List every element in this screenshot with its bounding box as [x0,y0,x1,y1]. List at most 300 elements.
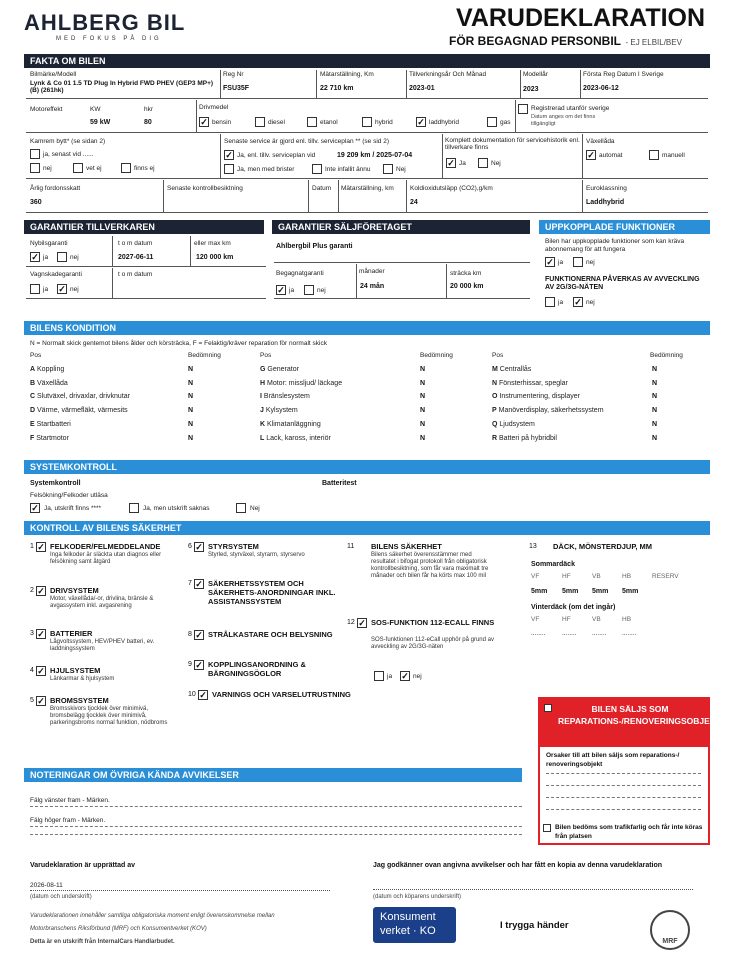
kamrem-finnsej-label: finns ej [134,165,155,172]
safety-item-checkbox[interactable]: ✓ [37,542,45,552]
doc-label: Komplett dokumentation för servicehistorik enl. tillverkare finns [445,137,580,151]
condition-text: Fönsterhissar, speglar [499,379,568,387]
fuel-label: Drivmedel [199,104,229,111]
condition-letter: A [30,366,36,373]
system-opt3-checkbox[interactable] [236,503,246,513]
safety-item-title: HJULSYSTEM [50,666,101,675]
condition-letter: E [30,420,35,428]
safety-item-desc: SOS-funktionen 112-eCall upphör på grund av avveckling av 2G/3G-näten [371,637,494,650]
rust-label: Vagnskadegaranti [30,271,82,278]
condition-rating: N [652,393,658,401]
mfg-value: 2023-01 [409,85,435,92]
service-value: 19 209 km / 2025-07-04 [337,152,413,159]
sos-nej-checkbox[interactable]: ✓ [401,671,409,681]
condition-item [30,435,69,442]
system-opt1-label: Ja, utskrift finns **** [44,505,102,512]
condition-letter: H [260,379,266,387]
safety-item-title: FELKODER/FELMEDDELANDE [50,542,161,551]
service-nej-label: Nej [396,166,406,173]
condition-item [30,407,128,414]
bed-label-1: Bedömning [188,352,221,359]
condition-rating: N [420,393,426,401]
kw-label: KW [90,106,101,113]
pos-label-2: Pos [260,352,272,359]
kov-line-2: verket · KO [380,925,436,937]
condition-item [260,435,331,442]
euro-value: Laddhybrid [586,199,625,206]
safety-item-number: 3 [30,630,34,637]
condition-text: Generator [267,366,299,373]
connected-ja-checkbox[interactable]: ✓ [546,257,554,267]
condition-letter: P [492,407,497,415]
condition-item [260,366,299,373]
condition-rating: N [652,420,658,428]
safety-item-checkbox[interactable]: ✓ [37,629,45,639]
condition-rating: N [420,379,426,387]
tax-value: 360 [30,199,42,206]
safety-item-number: 4 [30,667,34,674]
rust-nej-label: nej [70,286,79,293]
safety-item-desc: Bromsskivors tjocklek över minimivä, bromsbelägg tjocklek över minimivå, parkeringsbroms normal funktion, nödbroms [50,706,168,726]
bed-label-3: Bedömning [650,352,683,359]
safety-item-desc: Lågvoltssystem, HEV/PHEV batteri, ev. laddningssystem [50,639,155,652]
condition-text: Värme, värmefläkt, värmesits [37,407,128,415]
system-opt3-label: Nej [250,505,260,512]
doc-ja-checkbox[interactable]: ✓ [447,158,455,168]
kw-value: 59 kW [90,119,111,126]
trygg-text: I trygga händer [500,920,569,931]
condition-rating: N [420,434,426,442]
doc-ja-label: Ja [459,160,466,167]
condition-rating: N [188,379,194,387]
winter-tyre-value: ........ [562,630,577,637]
new-warranty-label: Nybilsgaranti [30,240,68,247]
rust-nej-checkbox[interactable]: ✓ [58,284,66,294]
safety-item-checkbox[interactable]: ✓ [195,542,203,552]
kondition-legend: N = Normalt skick gentemot bilens ålder och körsträcka, F = Felaktig/kräver reparation för normalt skick [30,340,327,347]
system-sub2: Batteritest [322,480,357,487]
condition-rating: N [420,420,426,428]
condition-item [492,435,557,442]
new-date-value: 2027-06-11 [118,254,154,261]
safety-item-title: BATTERIER [50,629,93,638]
condition-rating: N [652,379,658,387]
subtitle-main: FÖR BEGAGNAD PERSONBIL [449,34,622,48]
service-ejinfallit-checkbox[interactable] [312,164,322,174]
prepared-by-label: Varudeklaration är upprättad av [30,862,136,869]
condition-text: Lack, kaross, interiör [266,434,331,442]
condition-letter: F [30,434,35,442]
summer-tyre-col: VB [592,573,601,580]
seller-warranty-name: Ahlbergbil Plus garanti [276,243,353,250]
condition-letter: B [30,379,36,387]
rust-tom-label: t o m datum [118,271,153,278]
condition-item [492,407,604,414]
condition-text: Centrallås [499,366,532,373]
condition-item [30,366,64,373]
notes-line-2: Fälg höger fram - Märken. [30,817,106,824]
condition-text: Klimatanläggning [267,420,321,428]
pos-label-3: Pos [492,352,504,359]
used-warranty-label: Begagnatgaranti [276,270,324,277]
safety-item-desc: Bilens säkerhet överensstämmer med resultatet i bifogat protokoll från obligatorisk kontrollbesiktning, som får vara maximalt tre månader och bilen får ha körts max 100 mil [371,552,489,579]
summer-tyre-value: 5mm [592,588,609,595]
summer-tyre-value: 5mm [622,588,639,595]
safety-item-number: 9 [188,661,192,668]
condition-text: Bränslesystem [263,393,310,401]
rust-ja-checkbox[interactable] [30,284,40,294]
condition-item [260,393,310,400]
condition-letter: G [260,366,266,373]
2g3g-nej-label: nej [586,299,595,306]
safety-item-checkbox[interactable]: ✓ [195,579,203,589]
condition-rating: N [188,407,194,415]
2g3g-ja-checkbox[interactable] [545,297,555,307]
connected-nej-checkbox[interactable] [573,257,583,267]
system-heading: SYSTEMKONTROLL [24,460,710,474]
gear-label: Växellåda [586,138,615,145]
repair-checkbox[interactable] [544,704,552,712]
condition-item [492,380,568,387]
months-label: månader [359,268,385,275]
safety-item-checkbox[interactable]: ✓ [199,690,207,700]
used-ja-label: ja [289,287,295,294]
safety-item-checkbox[interactable]: ✓ [358,618,366,628]
odo2-label: Mätarställning, km [341,185,394,192]
safety-item-title: DÄCK, MÖNSTERDJUP, MM [553,542,653,551]
kamrem-nej-label: nej [43,165,52,172]
buyer-label: Jag godkänner ovan angivna avvikelser och har fått en kopia av denna varudeklaration [373,862,663,869]
condition-item [260,407,298,414]
subtitle-suffix: - EJ ELBIL/BEV [625,38,682,47]
repair-header [540,699,722,747]
condition-letter: K [260,420,266,428]
connected-q1: Bilen har uppkopplade funktioner som kan kräva abonnemang för att fungera [545,238,685,253]
fakta-heading: FAKTA OM BILEN [24,54,710,68]
kamrem-nej-checkbox[interactable] [30,163,40,173]
summer-tyre-value: 5mm [531,588,548,595]
prepared-date: 2026-08-11 [30,882,63,889]
condition-letter: O [492,393,498,401]
firstreg-value: 2023-06-12 [583,85,619,92]
model-label: Bilmärke/Modell [30,71,77,78]
kamrem-finnsej-checkbox[interactable] [121,163,131,173]
gear-manual-checkbox[interactable] [649,150,659,160]
kamrem-label: Kamrem bytt* (se sidan 2) [30,138,106,145]
safety-item-desc: Inga felkoder är släckta utan diagnos eller felsökning samt åtgärd [50,552,162,565]
dist-value: 20 000 km [450,283,484,290]
fuel-bensin-label: bensin [212,119,232,126]
new-nej-checkbox[interactable] [57,252,67,262]
logo-text: AHLBERG BIL [24,10,186,35]
safety-item-title: STRÅLKASTARE OCH BELYSNING [208,630,333,639]
safety-item-checkbox[interactable]: ✓ [37,586,45,596]
safety-heading: KONTROLL AV BILENS SÄKERHET [24,521,710,535]
condition-letter: D [30,407,36,415]
service-brister-label: Ja, men med brister [237,166,295,173]
unsafe-checkbox[interactable] [543,824,551,832]
inspection-label: Senaste kontrollbesiktning [167,185,243,192]
doc-nej-label: Nej [491,160,501,167]
gear-auto-checkbox[interactable]: ✓ [587,150,595,160]
summer-tyre-col: HB [622,573,632,580]
service-label: Senaste service är gjord enl. tillv. serviceplan ** (se sid 2) [224,138,389,145]
euro-label: Euroklassning [586,185,627,192]
used-nej-label: nej [317,287,326,294]
new-ja-label: ja [43,254,49,261]
garanti-tillv-heading: GARANTIER TILLVERKAREN [24,220,264,234]
safety-item-title: BROMSSYSTEM [50,696,109,705]
used-ja-checkbox[interactable]: ✓ [277,285,285,295]
notes-heading: NOTERINGAR OM ÖVRIGA KÄNDA AVVIKELSER [24,768,522,782]
connected-nej-label: nej [586,259,595,266]
condition-rating: N [420,366,426,373]
date-label: Datum [312,185,332,192]
condition-letter: C [30,393,36,401]
winter-label: Vinterdäck (om det ingår) [531,604,616,611]
condition-text: Växellåda [37,379,68,387]
condition-rating: N [652,366,658,373]
safety-item-title: DRIVSYSTEM [50,586,99,595]
regnr-label: Reg Nr [223,71,244,78]
winter-tyre-col: HB [622,616,632,623]
winter-tyre-col: VB [592,616,601,623]
fuel-laddhybrid-label: laddhybrid [429,119,459,126]
buyer-sig-label: (datum och köparens underskrift) [373,894,462,900]
fuel-diesel-label: diesel [268,119,285,126]
logo [24,10,185,42]
safety-item-desc: Länkarmar & hjulsystem [50,676,115,682]
regabroad-label: Registrerad utanför sverige [531,105,610,112]
summer-tyre-col: RESERV [652,573,679,580]
hk-value: 80 [144,119,152,126]
footer-line-3: Detta är en utskrift från InternalCars Handlarbudet. [30,939,175,945]
safety-item-number: 12 [347,619,355,626]
mrf-seal-icon [650,910,690,950]
safety-item-title: KOPPLINGSANORDNING & BÄRGNINGSÖGLOR [208,660,306,678]
condition-rating: N [420,407,426,415]
safety-item-title: STYRSYSTEM [208,542,259,551]
condition-rating: N [188,420,194,428]
kondition-heading: BILENS KONDITION [24,321,710,335]
system-opt2-label: Ja, men utskrift saknas [143,505,210,512]
months-value: 24 mån [360,283,385,290]
condition-item [260,421,321,428]
connected-q2: FUNKTIONERNA PÅVERKAS AV AVVECKLING AV 2G/3G-NÄTEN [545,276,700,291]
service-ejinfallit-label: Inte infallit ännu [325,166,371,173]
tax-label: Årlig fordonsskatt [30,185,81,192]
bed-label-2: Bedömning [420,352,453,359]
used-nej-checkbox[interactable] [304,285,314,295]
condition-rating: N [188,434,194,442]
notes-line-1: Fälg vänster fram - Märken. [30,797,110,804]
hk-label: hkr [144,106,154,113]
odo-label: Mätarställning, Km [320,71,374,78]
system-opt2-checkbox[interactable] [129,503,139,513]
new-km-value: 120 000 km [196,254,234,261]
fuel-gas-label: gas [500,119,511,126]
condition-letter: M [492,366,498,373]
condition-item [260,380,342,387]
gear-manual-label: manuell [662,152,685,159]
safety-item-desc: Motor, växellåda/-or, drivlina, bränsle & avgassystem inkl. avgasrening [50,596,154,609]
condition-item [30,393,130,400]
service-brister-checkbox[interactable] [224,164,234,174]
konsumentverket-logo [373,907,456,943]
modelyear-label: Modellår [523,71,548,78]
winter-tyre-value: ........ [531,630,546,637]
system-question: Felsökning/Felkoder utläsa [30,492,108,499]
condition-text: Koppling [37,366,65,373]
safety-item-desc: Styrled, styrväxel, styrarm, styrservo [208,552,305,558]
condition-text: Instrumentering, displayer [499,393,580,401]
safety-item-checkbox[interactable] [539,542,549,552]
pos-label-1: Pos [30,352,42,359]
summer-label: Sommardäck [531,561,575,568]
condition-letter: R [492,434,498,442]
condition-rating: N [652,407,658,415]
kamrem-vetej-checkbox[interactable] [73,163,83,173]
safety-item-checkbox[interactable]: ✓ [37,666,45,676]
condition-item [492,421,535,428]
condition-text: Batteri på hybridbil [499,434,557,442]
safety-item-number: 5 [30,697,34,704]
condition-letter: I [260,393,262,401]
mfg-label: Tillverkningsår Och Månad [409,71,487,78]
safety-item-checkbox[interactable]: ✓ [195,660,203,670]
summer-tyre-col: HF [562,573,571,580]
service-ja-checkbox[interactable]: ✓ [225,150,233,160]
regnr-value: FSU35F [223,85,250,92]
new-max-label: eller max km [194,240,231,247]
safety-item-number: 7 [188,580,192,587]
safety-item-number: 11 [347,543,355,550]
condition-text: Slutväxel, drivaxlar, drivknutar [37,393,130,401]
fuel-etanol-checkbox[interactable] [307,117,317,127]
condition-rating: N [188,393,194,401]
safety-item-number: 1 [30,543,34,550]
winter-tyre-col: HF [562,616,571,623]
safety-item-title: SÄKERHETSSYSTEM OCH SÄKERHETS-ANORDNINGAR INKL. ASSISTANSSYSTEM [208,579,336,606]
summer-tyre-col: VF [531,573,540,580]
fuel-hybrid-label: hybrid [375,119,393,126]
system-opt1-checkbox[interactable]: ✓ [31,503,39,513]
2g3g-nej-checkbox[interactable]: ✓ [574,297,582,307]
new-ja-checkbox[interactable]: ✓ [31,252,39,262]
kamrem-ja-label: ja, senast vid ...... [43,151,94,158]
2g3g-ja-label: ja [558,299,564,306]
footer-line-2: Motorbranschens Riksförbund (MRF) och Konsumentverket (KOV) [30,926,207,932]
modelyear-value: 2023 [523,86,539,93]
co2-value: 24 [410,199,418,206]
odo-value: 22 710 km [320,85,354,92]
kamrem-vetej-label: vet ej [86,165,102,172]
safety-item-title: BILENS SÄKERHET [371,542,442,551]
repair-box [538,697,722,845]
safety-item-number: 8 [188,631,192,638]
garanti-salj-heading: GARANTIER SÄLJFÖRETAGET [272,220,530,234]
safety-item-checkbox[interactable]: ✓ [195,630,203,640]
winter-tyre-value: ........ [592,630,607,637]
condition-text: Startmotor [36,434,69,442]
sos-ja-checkbox[interactable] [374,671,384,681]
prepared-sig-label: (datum och underskrift) [30,894,92,900]
condition-item [492,366,531,373]
new-nej-label: nej [70,254,79,261]
mrf-seal-text: MRF [662,938,678,945]
footer-line-1: Varudeklarationen innehåller samtliga obligatoriska moment enligt överenskommelse mellan [30,913,275,919]
unsafe-label: Bilen bedöms som trafikfarlig och får inte köras från platsen [555,824,703,840]
safety-item-number: 13 [529,543,537,550]
gear-auto-label: automat [599,152,623,159]
fuel-diesel-checkbox[interactable] [255,117,265,127]
new-tom-label: t o m datum [118,240,153,247]
condition-text: Kylsystem [265,407,298,415]
winter-tyre-col: VF [531,616,540,623]
condition-letter: Q [492,420,498,428]
fuel-etanol-label: etanol [320,119,338,126]
condition-letter: L [260,434,265,442]
regabroad-note: Datum anges om det finns tillgängligt [531,114,596,127]
service-ja-label: Ja, enl. tillv. serviceplan vid [237,152,316,159]
condition-rating: N [188,366,194,373]
fuel-hybrid-checkbox[interactable] [362,117,372,127]
condition-text: Ljudsystem [499,420,535,428]
doc-nej-checkbox[interactable] [478,158,488,168]
model-value: Lynk & Co 01 1.5 TD Plug In Hybrid FWD PHEV (GEP3 MP+) (B) (261hk) [30,80,214,94]
power-label: Motoreffekt [30,106,63,113]
condition-letter: N [492,379,498,387]
rust-ja-label: ja [43,286,49,293]
fuel-laddhybrid-checkbox[interactable]: ✓ [417,117,425,127]
system-sub1: Systemkontroll [30,480,81,487]
service-nej-checkbox[interactable] [383,164,393,174]
condition-item [30,421,71,428]
safety-item-number: 10 [188,691,196,698]
repair-reason: Orsaker till att bilen säljs som reparations-/ renoveringsobjekt [546,752,680,768]
sos-nej-label: nej [413,673,422,680]
kov-line-1: Konsument [380,911,436,923]
kamrem-ja-checkbox[interactable] [30,149,40,159]
page-title: VARUDEKLARATION [456,4,706,32]
regabroad-checkbox[interactable] [518,104,528,114]
logo-tagline: MED FOKUS PÅ DIG [56,36,162,42]
uppkopplade-heading: UPPKOPPLADE FUNKTIONER [539,220,710,234]
dist-label: sträcka km [450,270,482,277]
co2-label: Koldioxidutsläpp (CO2),g/km [410,185,493,192]
condition-item [30,380,68,387]
safety-item-checkbox[interactable]: ✓ [37,696,45,706]
connected-ja-label: ja [558,259,564,266]
safety-item-title: SOS-FUNKTION 112-ECALL FINNS [371,618,495,627]
fuel-gas-checkbox[interactable] [487,117,497,127]
fuel-bensin-checkbox[interactable]: ✓ [200,117,208,127]
condition-rating: N [652,434,658,442]
safety-item-number: 2 [30,587,34,594]
winter-tyre-value: ........ [622,630,637,637]
condition-text: Startbatteri [36,420,71,428]
condition-text: Motor: missljud/ läckage [267,379,343,387]
summer-tyre-value: 5mm [562,588,579,595]
safety-item-number: 6 [188,543,192,550]
firstreg-label: Första Reg Datum I Sverige [583,71,664,78]
sos-ja-label: ja [387,673,393,680]
page-subtitle [449,32,682,50]
safety-item-title: VARNINGS OCH VARSELUTRUSTNING [212,690,351,699]
condition-letter: J [260,407,264,415]
condition-item [492,393,580,400]
condition-text: Manöverdisplay, säkerhetssystem [498,407,604,415]
